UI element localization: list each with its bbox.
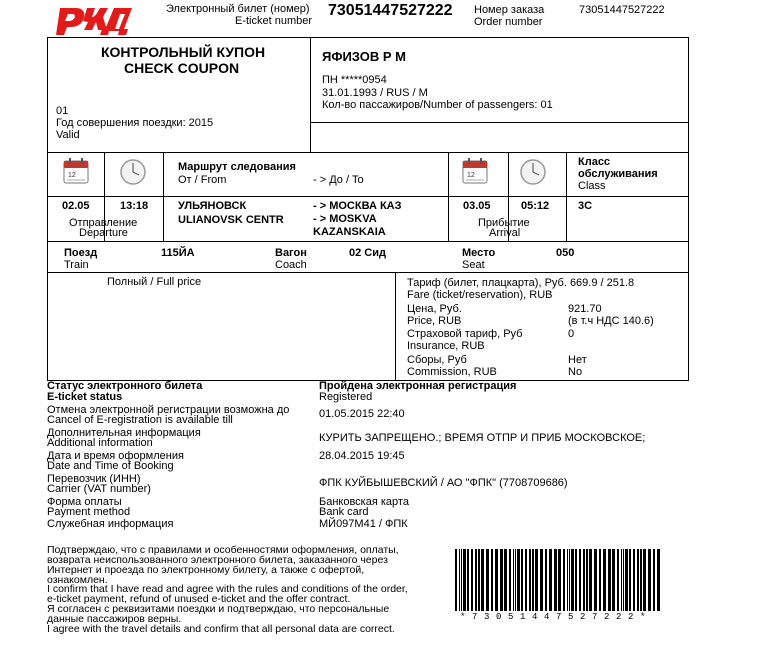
train-label-ru: Поезд bbox=[64, 247, 98, 259]
barcode-bar bbox=[513, 549, 514, 611]
seat-number: 050 bbox=[556, 247, 575, 259]
ticket-number-label-ru: Электронный билет (номер) bbox=[166, 3, 310, 15]
barcode-bar bbox=[583, 549, 585, 611]
carrier-label-ru: Перевозчик (ИНН) bbox=[47, 473, 141, 485]
payment-label-en: Payment method bbox=[47, 506, 131, 518]
barcode-bar bbox=[459, 549, 460, 611]
arrival-label-en: Arrival bbox=[489, 227, 521, 239]
barcode-bar bbox=[540, 549, 543, 611]
barcode-bar bbox=[623, 549, 624, 611]
barcode-bar bbox=[545, 549, 547, 611]
barcode-bar bbox=[535, 549, 538, 611]
class-label-1: Класс bbox=[578, 156, 611, 168]
cancel-label-en: Cancel of E-registration is available till bbox=[47, 414, 233, 426]
agreement-line: Интернет и проезда по электронному билету, а также с офертой, bbox=[47, 564, 365, 576]
status-value-en: Registered bbox=[319, 391, 373, 403]
barcode-bar bbox=[629, 549, 631, 611]
commission-value-en: No bbox=[568, 366, 583, 378]
from-station-en: ULIANOVSK CENTR bbox=[178, 214, 284, 226]
coupon-title-ru: КОНТРОЛЬНЫЙ КУПОН bbox=[101, 44, 266, 60]
barcode-bar bbox=[589, 549, 592, 611]
route-label: Маршрут следования bbox=[178, 161, 296, 173]
barcode-bar bbox=[504, 549, 507, 611]
barcode-bar bbox=[633, 549, 635, 611]
booking-date-label-en: Date and Time of Booking bbox=[47, 460, 174, 472]
barcode-bar bbox=[509, 549, 511, 611]
train-label-en: Train bbox=[64, 259, 89, 271]
fare-type: Полный / Full price bbox=[107, 276, 202, 288]
barcode-bar bbox=[657, 549, 660, 611]
passenger-count: Кол-во пассажиров/Number of passengers: 01 bbox=[322, 99, 553, 111]
barcode-bar bbox=[643, 549, 646, 611]
status-label-en: E-ticket status bbox=[47, 391, 123, 403]
barcode-bar bbox=[603, 549, 606, 611]
barcode-bar bbox=[471, 549, 473, 611]
barcode-bar bbox=[478, 549, 480, 611]
agreement-line: I agree with the travel details and confirm that all personal data are correct. bbox=[47, 623, 395, 635]
rzd-logo bbox=[54, 2, 134, 36]
coupon-number: 01 bbox=[56, 105, 69, 117]
barcode-bar bbox=[567, 549, 568, 611]
insurance-label-ru: Страховой тариф, Руб bbox=[407, 328, 523, 340]
price-label-ru: Цена, Руб. bbox=[407, 303, 462, 315]
calendar-icon bbox=[63, 158, 89, 184]
commission-value-ru: Нет bbox=[568, 354, 587, 366]
barcode-bar bbox=[599, 549, 601, 611]
coupon-year: Год совершения поездки: 2015 bbox=[56, 117, 214, 129]
vat-value: (в т.ч НДС 140.6) bbox=[568, 315, 654, 327]
barcode-bar bbox=[500, 549, 503, 611]
from-station-ru: УЛЬЯНОВСК bbox=[178, 200, 247, 212]
departure-date: 02.05 bbox=[62, 200, 90, 212]
barcode-bar bbox=[486, 549, 489, 611]
ticket-number-label-en: E-ticket number bbox=[235, 15, 313, 27]
booking-date-value: 28.04.2015 19:45 bbox=[319, 450, 405, 462]
departure-label-en: Departure bbox=[79, 227, 128, 239]
tariff-en: Fare (ticket/reservation), RUB bbox=[407, 289, 553, 301]
payment-value-ru: Банковская карта bbox=[319, 496, 409, 508]
booking-date-label-ru: Дата и время оформления bbox=[47, 450, 184, 462]
service-class: 3С bbox=[578, 200, 593, 212]
service-info-value: МЙ097М41 / ФПК bbox=[319, 518, 408, 530]
coach-label-ru: Вагон bbox=[275, 247, 307, 259]
barcode-bar bbox=[571, 549, 574, 611]
order-number-label-ru: Номер заказа bbox=[474, 4, 545, 16]
passenger-name: ЯФИЗОВ Р М bbox=[322, 49, 406, 64]
departure-time: 13:18 bbox=[120, 200, 149, 212]
barcode-bar bbox=[617, 549, 619, 611]
departure-label-ru: Отправление bbox=[69, 217, 138, 229]
arrival-label-ru: Прибытие bbox=[478, 217, 530, 229]
clock-icon bbox=[119, 158, 147, 186]
agreement-line: возврата неиспользованного электронного билета, заказанного через bbox=[47, 554, 388, 566]
passenger-document: ПН *****0954 bbox=[322, 74, 387, 86]
barcode-bar bbox=[525, 549, 527, 611]
barcode-bar bbox=[491, 549, 493, 611]
to-station-en-2: KAZANSKAIA bbox=[313, 226, 386, 238]
barcode-bar bbox=[612, 549, 615, 611]
additional-info-value: КУРИТЬ ЗАПРЕЩЕНО.; ВРЕМЯ ОТПР И ПРИБ МОСКОВСКОЕ; bbox=[319, 432, 646, 444]
barcode-bar bbox=[563, 549, 565, 611]
status-label-ru: Статус электронного билета bbox=[47, 380, 203, 392]
barcode-bar bbox=[549, 549, 552, 611]
barcode-bar bbox=[594, 549, 597, 611]
barcode-bar bbox=[575, 549, 577, 611]
payment-value-en: Bank card bbox=[319, 506, 369, 518]
commission-label-en: Commission, RUB bbox=[407, 366, 497, 378]
agreement-line: Подтверждаю, что с правилами и особенностями оформления, оплаты, bbox=[47, 544, 399, 556]
service-info-label: Служебная информация bbox=[47, 518, 174, 530]
agreement-line: I confirm that I have read and agree with the rules and conditions of the order, bbox=[47, 583, 408, 595]
coupon-valid: Valid bbox=[56, 129, 80, 141]
route-from-label: От / From bbox=[178, 174, 227, 186]
barcode-bar bbox=[517, 549, 520, 611]
barcode-bar bbox=[608, 549, 611, 611]
barcode-bar bbox=[621, 549, 622, 611]
insurance-value: 0 bbox=[568, 328, 575, 340]
carrier-label-en: Carrier (VAT number) bbox=[47, 483, 151, 495]
to-station-en-1: - > MOSKVA bbox=[313, 213, 377, 225]
barcode-bar bbox=[475, 549, 477, 611]
barcode-bar bbox=[653, 549, 655, 611]
insurance-label-en: Insurance, RUB bbox=[407, 340, 485, 352]
calendar-icon bbox=[462, 158, 488, 184]
additional-info-label-ru: Дополнительная информация bbox=[47, 427, 201, 439]
route-to-label: - > До / To bbox=[313, 174, 364, 186]
seat-label-ru: Место bbox=[462, 247, 496, 259]
barcode-bar bbox=[532, 549, 534, 611]
class-label-en: Class bbox=[578, 180, 606, 192]
barcode-bar bbox=[579, 549, 581, 611]
barcode-bar bbox=[625, 549, 628, 611]
status-value-ru: Пройдена электронная регистрация bbox=[319, 380, 517, 392]
svg-text:12: 12 bbox=[68, 172, 76, 179]
barcode-bar bbox=[640, 549, 642, 611]
coupon-title-en: CHECK COUPON bbox=[124, 60, 240, 76]
barcode-bar bbox=[586, 549, 588, 611]
barcode-bar bbox=[495, 549, 498, 611]
arrival-date: 03.05 bbox=[463, 200, 491, 212]
barcode-bar bbox=[467, 549, 469, 611]
seat-label-en: Seat bbox=[462, 259, 485, 271]
payment-label-ru: Форма оплаты bbox=[47, 496, 122, 508]
order-number: 73051447527222 bbox=[579, 4, 665, 16]
barcode-bar bbox=[463, 549, 466, 611]
barcode-bar bbox=[637, 549, 639, 611]
order-number-label-en: Order number bbox=[474, 16, 543, 28]
barcode bbox=[455, 549, 662, 611]
barcode-bar bbox=[529, 549, 531, 611]
barcode-text: * 7 3 0 5 1 4 4 7 5 2 7 2 2 2 * bbox=[460, 612, 647, 622]
price-label-en: Price, RUB bbox=[407, 315, 462, 327]
coach-label-en: Coach bbox=[275, 259, 307, 271]
additional-info-label-en: Additional information bbox=[47, 437, 153, 449]
barcode-bar bbox=[481, 549, 484, 611]
clock-icon bbox=[519, 158, 547, 186]
arrival-time: 05:12 bbox=[521, 200, 550, 212]
tariff-ru: Тариф (билет, плацкарта), Руб. 669.9 / 251.8 bbox=[407, 277, 635, 289]
agreement-line: Я согласен с реквизитами поездки и подтверждаю, что персональные bbox=[47, 603, 390, 615]
barcode-bar bbox=[455, 549, 457, 611]
barcode-bar bbox=[558, 549, 561, 611]
class-label-2: обслуживания bbox=[578, 168, 658, 180]
commission-label-ru: Сборы, Руб bbox=[407, 354, 467, 366]
barcode-bar bbox=[569, 549, 570, 611]
agreement-line: e-ticket payment, refund of unused e-ticket and the offer contract. bbox=[47, 593, 351, 605]
barcode-bar bbox=[461, 549, 462, 611]
agreement-line: данные пассажиров верны. bbox=[47, 613, 182, 625]
cancel-value: 01.05.2015 22:40 bbox=[319, 408, 405, 420]
coach-number: 02 Сид bbox=[349, 247, 386, 259]
barcode-bar bbox=[521, 549, 523, 611]
price-value: 921.70 bbox=[568, 303, 602, 315]
passenger-birth: 31.01.1993 / RUS / М bbox=[322, 87, 428, 99]
barcode-bar bbox=[554, 549, 557, 611]
barcode-bar bbox=[648, 549, 651, 611]
svg-text:12: 12 bbox=[467, 172, 475, 179]
cancel-label-ru: Отмена электронной регистрации возможна до bbox=[47, 404, 290, 416]
carrier-value: ФПК КУЙБЫШЕВСКИЙ / АО "ФПК" (7708709686) bbox=[319, 477, 568, 489]
agreement-line: ознакомлен. bbox=[47, 574, 108, 586]
barcode-bar bbox=[515, 549, 516, 611]
ticket-number: 73051447527222 bbox=[328, 2, 453, 19]
train-number: 115ЙА bbox=[161, 247, 195, 259]
to-station-ru: - > МОСКВА КАЗ bbox=[313, 200, 402, 212]
